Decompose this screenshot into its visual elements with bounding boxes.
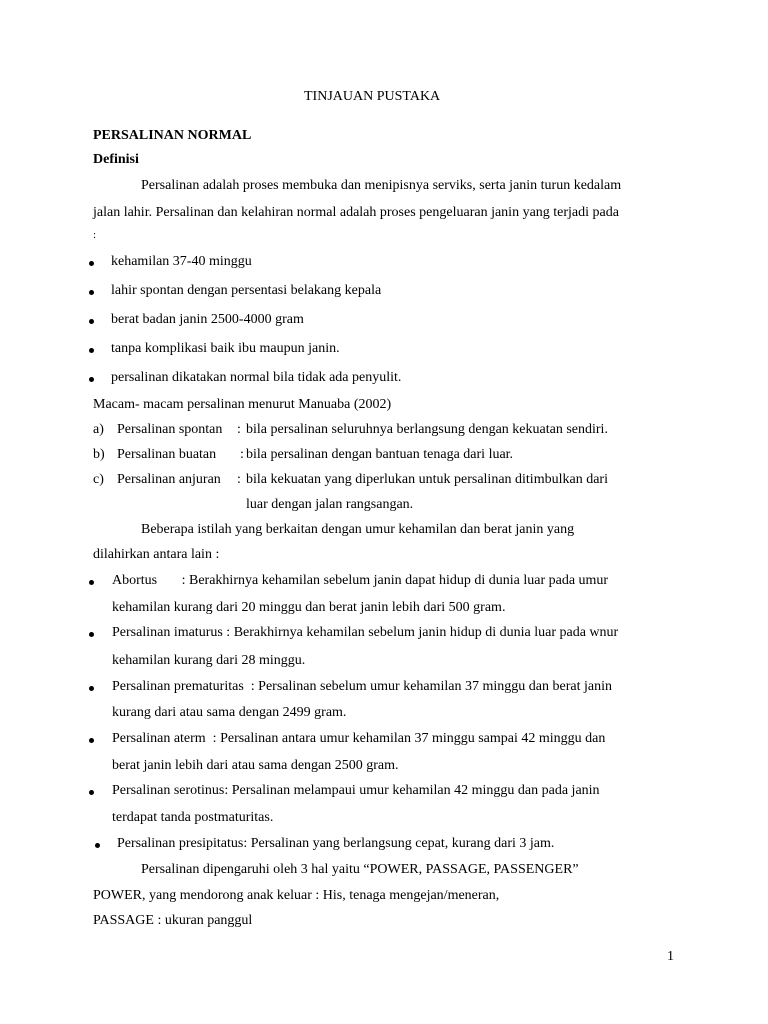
passage-line: PASSAGE : ukuran panggul [93, 913, 253, 928]
type-term: Persalinan anjuran [117, 472, 221, 487]
intro-line: Persalinan adalah proses membuka dan menipisnya serviks, serta janin turun kedalam [141, 178, 622, 193]
bullet-icon [89, 377, 94, 382]
term-line: Persalinan serotinus: Persalinan melampaui umur kehamilan 42 minggu dan pada janin [112, 783, 600, 798]
type-separator: : [237, 472, 241, 487]
bullet-icon [89, 632, 94, 637]
section-heading: PERSALINAN NORMAL [93, 128, 252, 143]
type-separator: : [237, 422, 241, 437]
type-description: bila persalinan dengan bantuan tenaga dari luar. [246, 447, 514, 462]
term-line-cont: kehamilan kurang dari 28 minggu. [112, 653, 306, 668]
list-item-text: kehamilan 37-40 minggu [111, 254, 252, 269]
list-item-text: lahir spontan dengan persentasi belakang kepala [111, 283, 382, 298]
power-line: POWER, yang mendorong anak keluar : His, tenaga mengejan/meneran, [93, 888, 500, 903]
term-line: Abortus : Berakhirnya kehamilan sebelum janin dapat hidup di dunia luar pada umur [112, 573, 609, 588]
type-description: bila persalinan seluruhnya berlangsung dengan kekuatan sendiri. [246, 422, 608, 437]
list-letter: c) [93, 472, 104, 487]
bullet-icon [89, 738, 94, 743]
type-term: Persalinan buatan [117, 447, 217, 462]
list-item-text: berat badan janin 2500-4000 gram [111, 312, 304, 327]
term-line-cont: berat janin lebih dari atau sama dengan 2500 gram. [112, 758, 399, 773]
type-term: Persalinan spontan [117, 422, 223, 437]
term-line: Persalinan presipitatus: Persalinan yang berlangsung cepat, kurang dari 3 jam. [117, 836, 555, 851]
bullet-icon [89, 348, 94, 353]
term-line: Persalinan prematuritas : Persalinan sebelum umur kehamilan 37 minggu dan berat janin [112, 679, 612, 694]
bullet-icon [89, 686, 94, 691]
subsection-heading: Definisi [93, 152, 139, 167]
list-letter: b) [93, 447, 105, 462]
term-line: Persalinan aterm : Persalinan antara umur kehamilan 37 minggu sampai 42 minggu dan [112, 731, 606, 746]
document-title: TINJAUAN PUSTAKA [304, 89, 441, 104]
type-description-cont: luar dengan jalan rangsangan. [246, 497, 414, 512]
intro-line: : [93, 229, 97, 241]
term-line-cont: kurang dari atau sama dengan 2499 gram. [112, 705, 347, 720]
power-intro: Persalinan dipengaruhi oleh 3 hal yaitu “POWER, PASSAGE, PASSENGER” [141, 862, 579, 877]
bullet-icon [89, 790, 94, 795]
term-line-cont: terdapat tanda postmaturitas. [112, 810, 274, 825]
term-line-cont: kehamilan kurang dari 20 minggu dan berat janin lebih dari 500 gram. [112, 600, 506, 615]
term-line: Persalinan imaturus : Berakhirnya kehamilan sebelum janin hidup di dunia luar pada wnur [112, 625, 619, 640]
list-letter: a) [93, 422, 104, 437]
bullet-icon [95, 843, 100, 848]
bullet-icon [89, 319, 94, 324]
page-number: 1 [667, 949, 674, 964]
intro-line: jalan lahir. Persalinan dan kelahiran normal adalah proses pengeluaran janin yang terjadi pada [93, 205, 619, 220]
terms-intro-line: Beberapa istilah yang berkaitan dengan umur kehamilan dan berat janin yang [141, 522, 575, 537]
bullet-icon [89, 290, 94, 295]
type-description: bila kekuatan yang diperlukan untuk persalinan ditimbulkan dari [246, 472, 608, 487]
type-separator: : [240, 447, 244, 462]
types-intro: Macam- macam persalinan menurut Manuaba (2002) [93, 397, 392, 412]
terms-intro-line: dilahirkan antara lain : [93, 547, 220, 562]
bullet-icon [89, 261, 94, 266]
bullet-icon [89, 580, 94, 585]
list-item-text: persalinan dikatakan normal bila tidak ada penyulit. [111, 370, 402, 385]
list-item-text: tanpa komplikasi baik ibu maupun janin. [111, 341, 340, 356]
